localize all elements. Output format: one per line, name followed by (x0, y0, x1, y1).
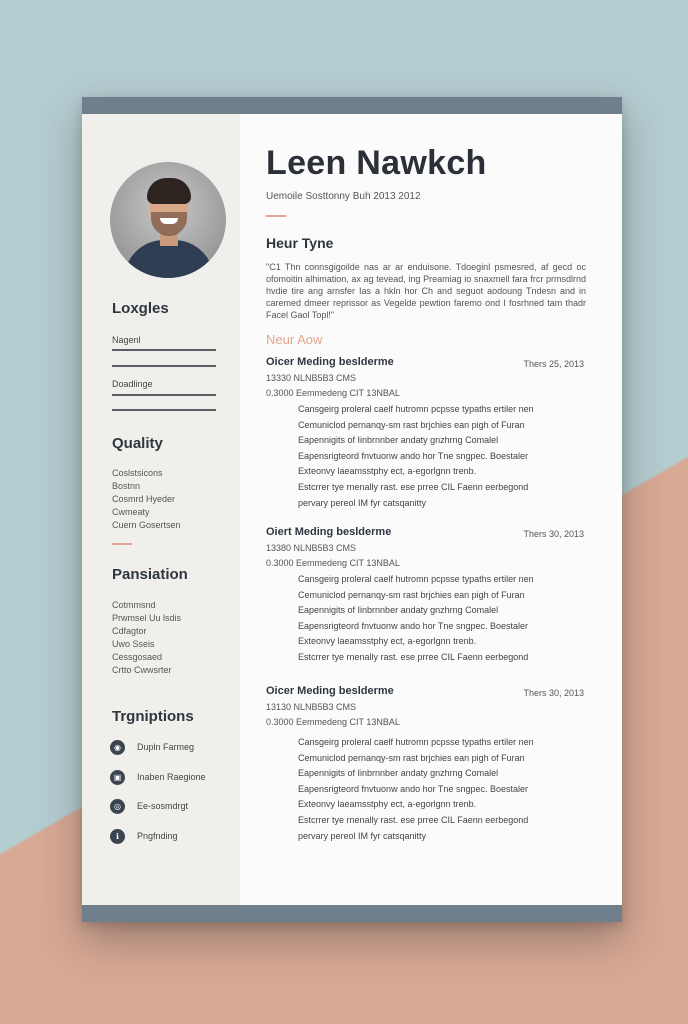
resume-main (240, 114, 622, 905)
profile-text: "C1 Thn connsgigoilde nas ar ar enduisone. Tdoeginl psmesred, af gecd oc ofomoitin alhimation, ax ag tevead, ing Preamiag io snaxmell fara frcr prmsdlrnd hvdie tire ang arnsfer Ias a hkln hor Ch and seguot aodoung Tndesn and in caremed dmeer reprissor as Vegelde pewtion faremo ond I fosrhned tam thadr Facel Gaol Topl!" (266, 262, 586, 320)
job-date: Thers 30, 2013 (523, 529, 584, 539)
bottom-accent-bar (82, 905, 622, 922)
list-item: • Exteonvy laeamsstphy ect, a-egorlgnn trenb. (298, 634, 588, 650)
contact-item: ℹ Pngfnding (110, 827, 178, 845)
sidebar-heading-quality: Quality (112, 435, 163, 452)
sidebar-list: Cotmmsnd Prwmsel Uu lsdis Cdfagtor Uwo Sseis Cessgosaed Crtto Cwwsrter (112, 600, 182, 675)
job-bullets (266, 402, 588, 511)
job-date: Thers 30, 2013 (523, 688, 584, 698)
sidebar-line: Doadlinge (112, 379, 153, 389)
list-item: • Eapennigits of Iinbrnnber andaty gnzhrng Comalel (298, 433, 588, 449)
resume-sidebar (82, 114, 240, 905)
sidebar-list: Coslstsicons Bostnn Cosmrd Hyeder Cwmeaty Cuern Gosertsen (112, 468, 181, 530)
list-item: • Cemuniclod pernanqy-sm rast brjchies ean pigh of Furan (298, 751, 588, 767)
accent-divider (112, 543, 132, 545)
job-bullets (266, 735, 588, 844)
job-meta: 13330 NLNB5B3 CMS (266, 373, 357, 383)
contact-item: ◎ Ee-sosmdrgt (110, 797, 188, 815)
list-item: • Estcrrer tye rnenally rast. ese prree CIL Faenn eerbegond (298, 650, 588, 666)
job-meta: 13380 NLNB5B3 CMS (266, 543, 357, 553)
candidate-name: Leen Nawkch (266, 144, 487, 182)
job-date: Thers 25, 2013 (523, 359, 584, 369)
divider (112, 349, 216, 351)
list-item: • Cansgeirg proleral caelf hutromn pcpsse typaths ertiler nen (298, 735, 588, 751)
list-item: • Cemuniclod pernanqy-sm rast brjchies ean pigh of Furan (298, 588, 588, 604)
job-bullets (266, 572, 588, 666)
briefcase-icon: ▣ (110, 770, 125, 785)
job-title: Oicer Meding beslderme (266, 356, 394, 368)
job-title: Oicer Meding beslderme (266, 685, 394, 697)
job-meta: 0.3000 Eemmedeng CIT 13NBAL (266, 558, 400, 568)
list-item: • Cansgeirg proleral caelf hutromn pcpsse typaths ertiler nen (298, 572, 588, 588)
divider (112, 365, 216, 367)
list-item: pervary pereol IM fyr catsqanitty (298, 497, 427, 508)
sidebar-heading-pansiation: Pansiation (112, 566, 188, 583)
list-item: • Eapensrigteord fnvtuonw ando hor Tne sngpec. Boestaler (298, 782, 588, 798)
list-item: pervary pereol IM fyr catsqanitty (298, 830, 427, 841)
experience-heading: Neur Aow (266, 332, 323, 347)
divider (112, 394, 216, 396)
globe-icon: ◉ (110, 740, 125, 755)
list-item: • Cemuniclod pernanqy-sm rast brjchies ean pigh of Furan (298, 418, 588, 434)
list-item: • Eapennigits of Iinbrnnber andaty gnzhrng Comalel (298, 766, 588, 782)
target-icon: ◎ (110, 799, 125, 814)
job-meta: 0.3000 Eemmedeng CIT 13NBAL (266, 388, 400, 398)
job-meta: 0.3000 Eemmedeng CIT 13NBAL (266, 717, 400, 727)
sidebar-line: Nagenl (112, 335, 141, 345)
job-title: Oiert Meding beslderme (266, 526, 392, 538)
sidebar-heading-loxgles: Loxgles (112, 300, 169, 317)
resume-page (82, 97, 622, 922)
list-item: • Exteonvy laeamsstphy ect, a-egorlgnn trenb. (298, 464, 588, 480)
profile-heading: Heur Tyne (266, 235, 334, 251)
list-item: • Eapensrigteord fnvtuonw ando hor Tne sngpec. Boestaler (298, 619, 588, 635)
list-item: • Estcrrer tye rnenally rast. ese prree CIL Faenn eerbegond (298, 813, 588, 829)
top-accent-bar (82, 97, 622, 114)
accent-divider (266, 215, 286, 217)
info-icon: ℹ (110, 829, 125, 844)
sidebar-heading-trgniptions: Trgniptions (112, 708, 194, 725)
list-item: • Estcrrer tye rnenally rast. ese prree CIL Faenn eerbegond (298, 480, 588, 496)
list-item: • Eapensrigteord fnvtuonw ando hor Tne sngpec. Boestaler (298, 449, 588, 465)
contact-item: ▣ Inaben Raegione (110, 768, 206, 786)
divider (112, 409, 216, 411)
profile-photo (110, 162, 226, 278)
list-item: • Cansgeirg proleral caelf hutromn pcpsse typaths ertiler nen (298, 402, 588, 418)
candidate-subtitle: Uemoile Sosttonny Buh 2013 2012 (266, 191, 421, 202)
list-item: • Exteonvy laeamsstphy ect, a-egorlgnn trenb. (298, 797, 588, 813)
job-meta: 13130 NLNB5B3 CMS (266, 702, 357, 712)
list-item: • Eapennigits of Iinbrnnber andaty gnzhrng Comalel (298, 603, 588, 619)
contact-item: ◉ Dupln Farmeg (110, 738, 194, 756)
